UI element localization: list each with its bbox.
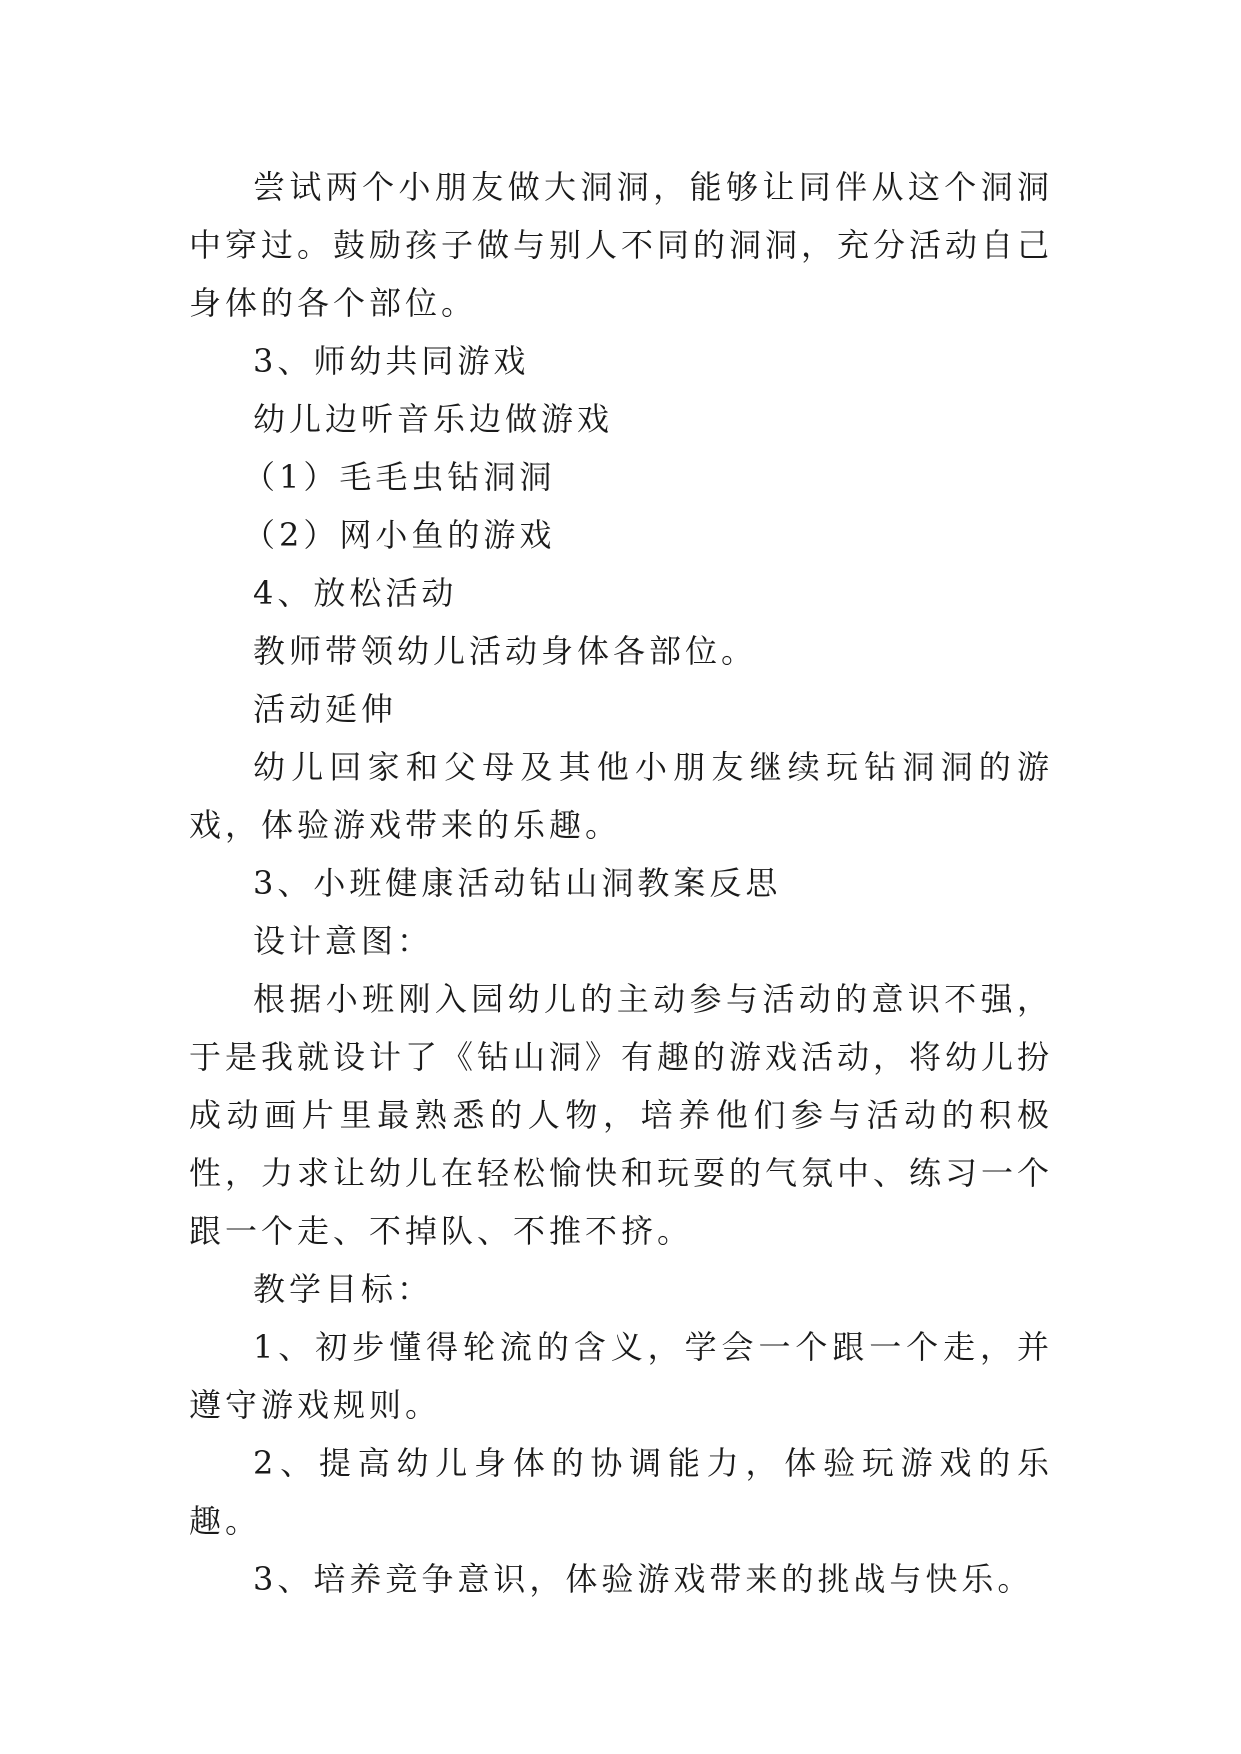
heading-lesson-reflection: 3、小班健康活动钻山洞教案反思: [253, 864, 782, 902]
list-item-fishing-net: （2）网小鱼的游戏: [243, 516, 556, 554]
heading-teaching-goals: 教学目标：: [253, 1270, 434, 1308]
heading-design-intent: 设计意图：: [253, 922, 434, 960]
goal-item-1: 1、初步懂得轮流的含义，学会一个跟一个走，并遵守游戏规则。: [189, 1328, 1053, 1424]
heading-shared-game: 3、师幼共同游戏: [253, 342, 530, 380]
list-item-caterpillar: （1）毛毛虫钻洞洞: [243, 458, 556, 496]
paragraph-home-game: 幼儿回家和父母及其他小朋友继续玩钻洞洞的游戏，体验游戏带来的乐趣。: [189, 748, 1053, 844]
heading-activity-extension: 活动延伸: [253, 690, 398, 728]
paragraph-teacher-lead: 教师带领幼儿活动身体各部位。: [253, 632, 758, 670]
paragraph-design-intent: 根据小班刚入园幼儿的主动参与活动的意识不强，于是我就设计了《钻山洞》有趣的游戏活动，将幼儿扮成动画片里最熟悉的人物，培养他们参与活动的积极性，力求让幼儿在轻松愉快和玩耍的气氛中、练习一个跟一个走、不掉队、不推不挤。: [189, 980, 1054, 1250]
goal-item-2: 2、提高幼儿身体的协调能力，体验玩游戏的乐趣。: [189, 1444, 1053, 1540]
document-body: [189, 158, 1053, 1608]
heading-relax-activity: 4、放松活动: [253, 574, 458, 612]
goal-item-3: 3、培养竞争意识，体验游戏带来的挑战与快乐。: [253, 1560, 1034, 1598]
paragraph-music-game: 幼儿边听音乐边做游戏: [253, 400, 614, 438]
paragraph-activity-big-hole: 尝试两个小朋友做大洞洞，能够让同伴从这个洞洞中穿过。鼓励孩子做与别人不同的洞洞，充分活动自己身体的各个部位。: [189, 168, 1054, 322]
